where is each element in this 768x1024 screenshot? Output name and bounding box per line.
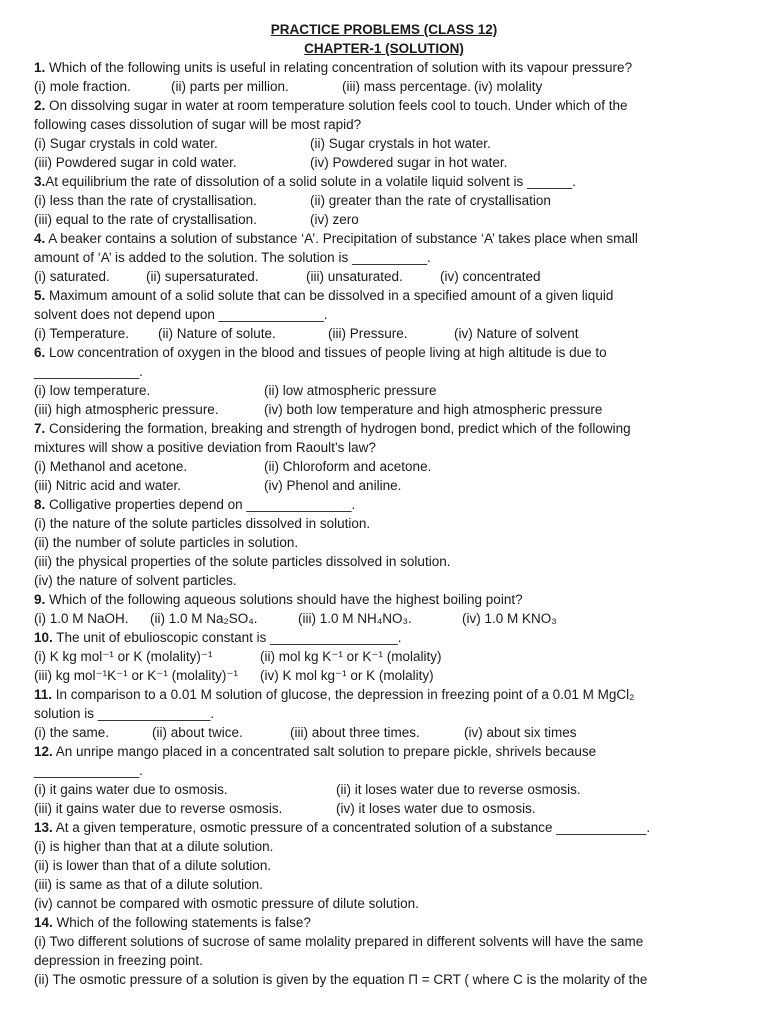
option: (ii) about twice. <box>152 725 243 740</box>
question-text: The unit of ebulioscopic constant is _________________. <box>52 630 402 645</box>
question-number: 4. <box>34 231 46 246</box>
question-text: Colligative properties depend on ______________. <box>45 497 356 512</box>
options-5 <box>34 324 734 343</box>
question-13 <box>34 818 734 837</box>
question-number: 3. <box>34 174 46 189</box>
option: (ii) is lower than that of a dilute solution. <box>34 858 272 873</box>
option: (iv) both low temperature and high atmospheric pressure <box>264 402 603 417</box>
option: (ii) Sugar crystals in hot water. <box>310 136 491 151</box>
option: (ii) the number of solute particles in solution. <box>34 535 299 550</box>
options-4 <box>34 267 734 286</box>
question-text: Considering the formation, breaking and strength of hydrogen bond, predict which of the following <box>45 421 631 436</box>
options-6a <box>34 381 734 400</box>
question-6 <box>34 343 734 362</box>
option: (iii) mass percentage. <box>342 79 472 94</box>
question-text: At a given temperature, osmotic pressure of a concentrated solution of a substance ____________. <box>52 820 651 835</box>
question-text: At equilibrium the rate of dissolution of a solid solute in a volatile liquid solvent is ______. <box>45 174 576 189</box>
option: (i) mole fraction. <box>34 79 131 94</box>
option: (iii) Powdered sugar in cold water. <box>34 155 237 170</box>
question-number: 1. <box>34 60 46 75</box>
option: (i) the nature of the solute particles dissolved in solution. <box>34 516 371 531</box>
option: (iii) the physical properties of the solute particles dissolved in solution. <box>34 554 451 569</box>
options-3b <box>34 210 734 229</box>
option-cont: depression in freezing point. <box>34 953 203 968</box>
question-number: 8. <box>34 497 46 512</box>
option: (i) is higher than that at a dilute solution. <box>34 839 274 854</box>
question-7 <box>34 419 734 438</box>
question-number: 12. <box>34 744 53 759</box>
option: (iv) 1.0 M KNO₃ <box>462 611 557 626</box>
option: (ii) greater than the rate of crystallisation <box>310 193 551 208</box>
question-12 <box>34 742 734 761</box>
option: (i) 1.0 M NaOH. <box>34 611 129 626</box>
question-text-cont: solution is _______________. <box>34 706 215 721</box>
option: (ii) supersaturated. <box>146 269 259 284</box>
option: (i) the same. <box>34 725 110 740</box>
option: (i) less than the rate of crystallisation. <box>34 193 257 208</box>
question-1 <box>34 58 734 77</box>
question-text: An unripe mango placed in a concentrated salt solution to prepare pickle, shrivels because <box>52 744 597 759</box>
options-10b <box>34 666 734 685</box>
question-text-cont: mixtures will show a positive deviation from Raoult’s law? <box>34 440 376 455</box>
option: (iii) about three times. <box>290 725 420 740</box>
question-4 <box>34 229 734 248</box>
question-number: 9. <box>34 592 46 607</box>
options-6b <box>34 400 734 419</box>
question-number: 6. <box>34 345 46 360</box>
option: (iii) is same as that of a dilute solution. <box>34 877 263 892</box>
options-2b <box>34 153 734 172</box>
question-text-cont: solvent does not depend upon ______________. <box>34 307 328 322</box>
question-14 <box>34 913 734 932</box>
option: (iii) Pressure. <box>328 326 408 341</box>
option: (iii) high atmospheric pressure. <box>34 402 219 417</box>
question-number: 14. <box>34 915 53 930</box>
option: (ii) it loses water due to reverse osmosis. <box>336 782 581 797</box>
option: (iii) Nitric acid and water. <box>34 478 182 493</box>
question-text: Which of the following aqueous solutions should have the highest boiling point? <box>45 592 523 607</box>
option: (iv) Phenol and aniline. <box>264 478 402 493</box>
options-3a <box>34 191 734 210</box>
chapter-title: CHAPTER-1 (SOLUTION) <box>304 41 464 56</box>
question-text-cont: ______________. <box>34 364 143 379</box>
option: (ii) 1.0 M Na₂SO₄. <box>150 611 258 626</box>
question-5 <box>34 286 734 305</box>
option: (ii) mol kg K⁻¹ or K⁻¹ (molality) <box>260 649 442 664</box>
option: (iv) the nature of solvent particles. <box>34 573 237 588</box>
options-11 <box>34 723 734 742</box>
question-text: Low concentration of oxygen in the blood and tissues of people living at high altitude is due to <box>45 345 607 360</box>
option: (i) Sugar crystals in cold water. <box>34 136 218 151</box>
question-text-cont: following cases dissolution of sugar will be most rapid? <box>34 117 362 132</box>
option: (iii) it gains water due to reverse osmosis. <box>34 801 283 816</box>
option: (iv) it loses water due to osmosis. <box>336 801 536 816</box>
option: (iii) 1.0 M NH₄NO₃. <box>298 611 412 626</box>
options-9 <box>34 609 734 628</box>
question-9 <box>34 590 734 609</box>
option: (iv) about six times <box>464 725 577 740</box>
question-number: 13. <box>34 820 53 835</box>
question-text-cont: amount of ‘A’ is added to the solution. The solution is __________. <box>34 250 431 265</box>
question-number: 11. <box>34 687 53 702</box>
question-text: A beaker contains a solution of substance ‘A’. Precipitation of substance ‘A’ takes place when small <box>45 231 638 246</box>
question-text: Which of the following units is useful in relating concentration of solution with its vapour pressure? <box>45 60 633 75</box>
options-10a <box>34 647 734 666</box>
options-7b <box>34 476 734 495</box>
option: (i) saturated. <box>34 269 110 284</box>
question-number: 5. <box>34 288 46 303</box>
option: (iv) concentrated <box>440 269 541 284</box>
option: (iv) K mol kg⁻¹ or K (molality) <box>260 668 434 683</box>
option: (i) Methanol and acetone. <box>34 459 188 474</box>
option: (ii) parts per million. <box>171 79 289 94</box>
option: (i) low temperature. <box>34 383 151 398</box>
option: (iii) unsaturated. <box>306 269 403 284</box>
option: (ii) Chloroform and acetone. <box>264 459 432 474</box>
option: (i) K kg mol⁻¹ or K (molality)⁻¹ <box>34 649 213 664</box>
question-3 <box>34 172 734 191</box>
document-title: PRACTICE PROBLEMS (CLASS 12) <box>270 22 498 37</box>
question-text: On dissolving sugar in water at room temperature solution feels cool to touch. Under which of the <box>45 98 628 113</box>
option: (i) Temperature. <box>34 326 130 341</box>
option: (ii) Nature of solute. <box>158 326 276 341</box>
question-number: 10. <box>34 630 53 645</box>
question-8 <box>34 495 734 514</box>
question-text: In comparison to a 0.01 M solution of glucose, the depression in freezing point of a 0.01 M MgCl₂ <box>52 687 635 702</box>
option: (iii) kg mol⁻¹K⁻¹ or K⁻¹ (molality)⁻¹ <box>34 668 239 683</box>
question-text: Maximum amount of a solid solute that can be dissolved in a specified amount of a given liquid <box>45 288 614 303</box>
option: (iii) equal to the rate of crystallisation. <box>34 212 257 227</box>
option: (iv) zero <box>310 212 359 227</box>
option: (iv) Nature of solvent <box>454 326 579 341</box>
question-10 <box>34 628 734 647</box>
question-number: 2. <box>34 98 46 113</box>
option: (i) Two different solutions of sucrose of same molality prepared in different solvents will have the same <box>34 934 644 949</box>
options-2a <box>34 134 734 153</box>
question-2 <box>34 96 734 115</box>
options-7a <box>34 457 734 476</box>
option: (iv) Powdered sugar in hot water. <box>310 155 508 170</box>
options-12b <box>34 799 734 818</box>
option: (iv) molality <box>474 79 543 94</box>
option: (ii) The osmotic pressure of a solution is given by the equation Π = CRT ( where C is the molarity of the <box>34 972 648 987</box>
option: (i) it gains water due to osmosis. <box>34 782 228 797</box>
question-text: Which of the following statements is false? <box>52 915 311 930</box>
question-11 <box>34 685 734 704</box>
option: (iv) cannot be compared with osmotic pressure of dilute solution. <box>34 896 419 911</box>
options-1 <box>34 77 734 96</box>
question-number: 7. <box>34 421 46 436</box>
option: (ii) low atmospheric pressure <box>264 383 437 398</box>
question-text-cont: ______________. <box>34 763 143 778</box>
options-12a <box>34 780 734 799</box>
